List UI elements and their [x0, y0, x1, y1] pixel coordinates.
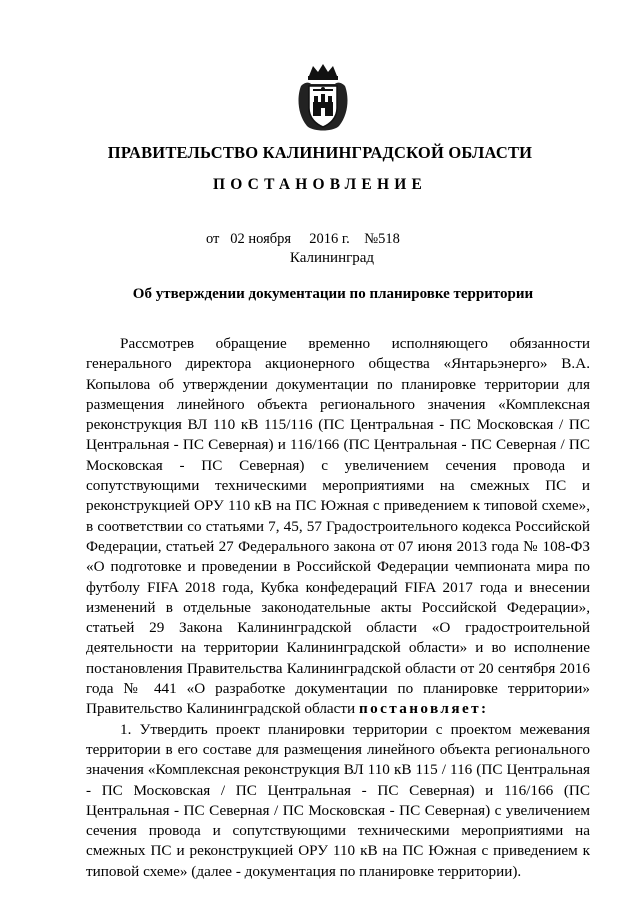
- document-subject: Об утверждении документации по планировке территории: [132, 286, 534, 302]
- date-prefix: от: [206, 231, 220, 247]
- document-date: 02 ноября: [230, 231, 292, 247]
- resolves-word: постановляет:: [358, 700, 489, 718]
- preamble-text: Рассмотрев обращение временно исполняющего обязанности генерального директора акционерного общества «Янтарьэнерго» В.А. Копылова об утверждении документации по планировке территории для размещения линейного объекта регионального значения «Комплексная реконструкция ВЛ 110 кВ 115/116 (ПС Центральная - ПС Московская / ПС Центральная - ПС Северная) и 116/166 (ПС Центральная - ПС Северная / ПС Московская - ПС Северная) с увеличением сечения провода и сопутствующими техническими мероприятиями на смежных ПС и реконструкцией ОРУ 110 кВ на ПС Южная с приведением к типовой схеме», в соответствии со статьями 7, 45, 57 Градостроительного кодекса Российской Федерации, статьей 27 Федерального закона от 07 июня 2013 года № 108-ФЗ «О подготовке и проведении в Российской Федерации чемпионата мира по футболу FIFA 2018 года, Кубка конфедераций FIFA 2017 года и внесении изменений в отдельные законодательные акты Российской Федерации», статьей 29 Закона Калининградской области «О градостроительной деятельности на территории Калининградской области» и во исполнение постановления Правительства Калининградской области от 20 сентября 2016 года № 441 «О разработке документации по планировке территории» Правительство Калининградской области: [86, 335, 590, 718]
- government-title: ПРАВИТЕЛЬСТВО КАЛИНИНГРАДСКОЙ ОБЛАСТИ: [107, 143, 533, 162]
- document-year: 2016 г.: [309, 231, 350, 247]
- document-type: ПОСТАНОВЛЕНИЕ: [212, 176, 428, 193]
- document-body: [86, 334, 590, 882]
- preamble-paragraph: [86, 334, 590, 720]
- coat-of-arms-icon: [295, 62, 351, 134]
- item-1-paragraph: 1. Утвердить проект планировки территории с проектом межевания территории в его составе для размещения линейного объекта регионального значения «Комплексная реконструкция ВЛ 110 кВ 115 / 116 (ПС Центральная - ПС Московская / ПС Центральная - ПС Северная) и 116/166 (ПС Центральная - ПС Северная / ПС Московская - ПС Северная) с увеличением сечения провода и сопутствующими техническими мероприятиями на смежных ПС и реконструкцией ОРУ 110 кВ на ПС Южная с приведением к типовой схеме» (далее - документация по планировке территории).: [86, 720, 590, 880]
- date-line: [206, 231, 400, 248]
- document-city: Калининград: [289, 250, 375, 266]
- document-number: №518: [364, 231, 400, 247]
